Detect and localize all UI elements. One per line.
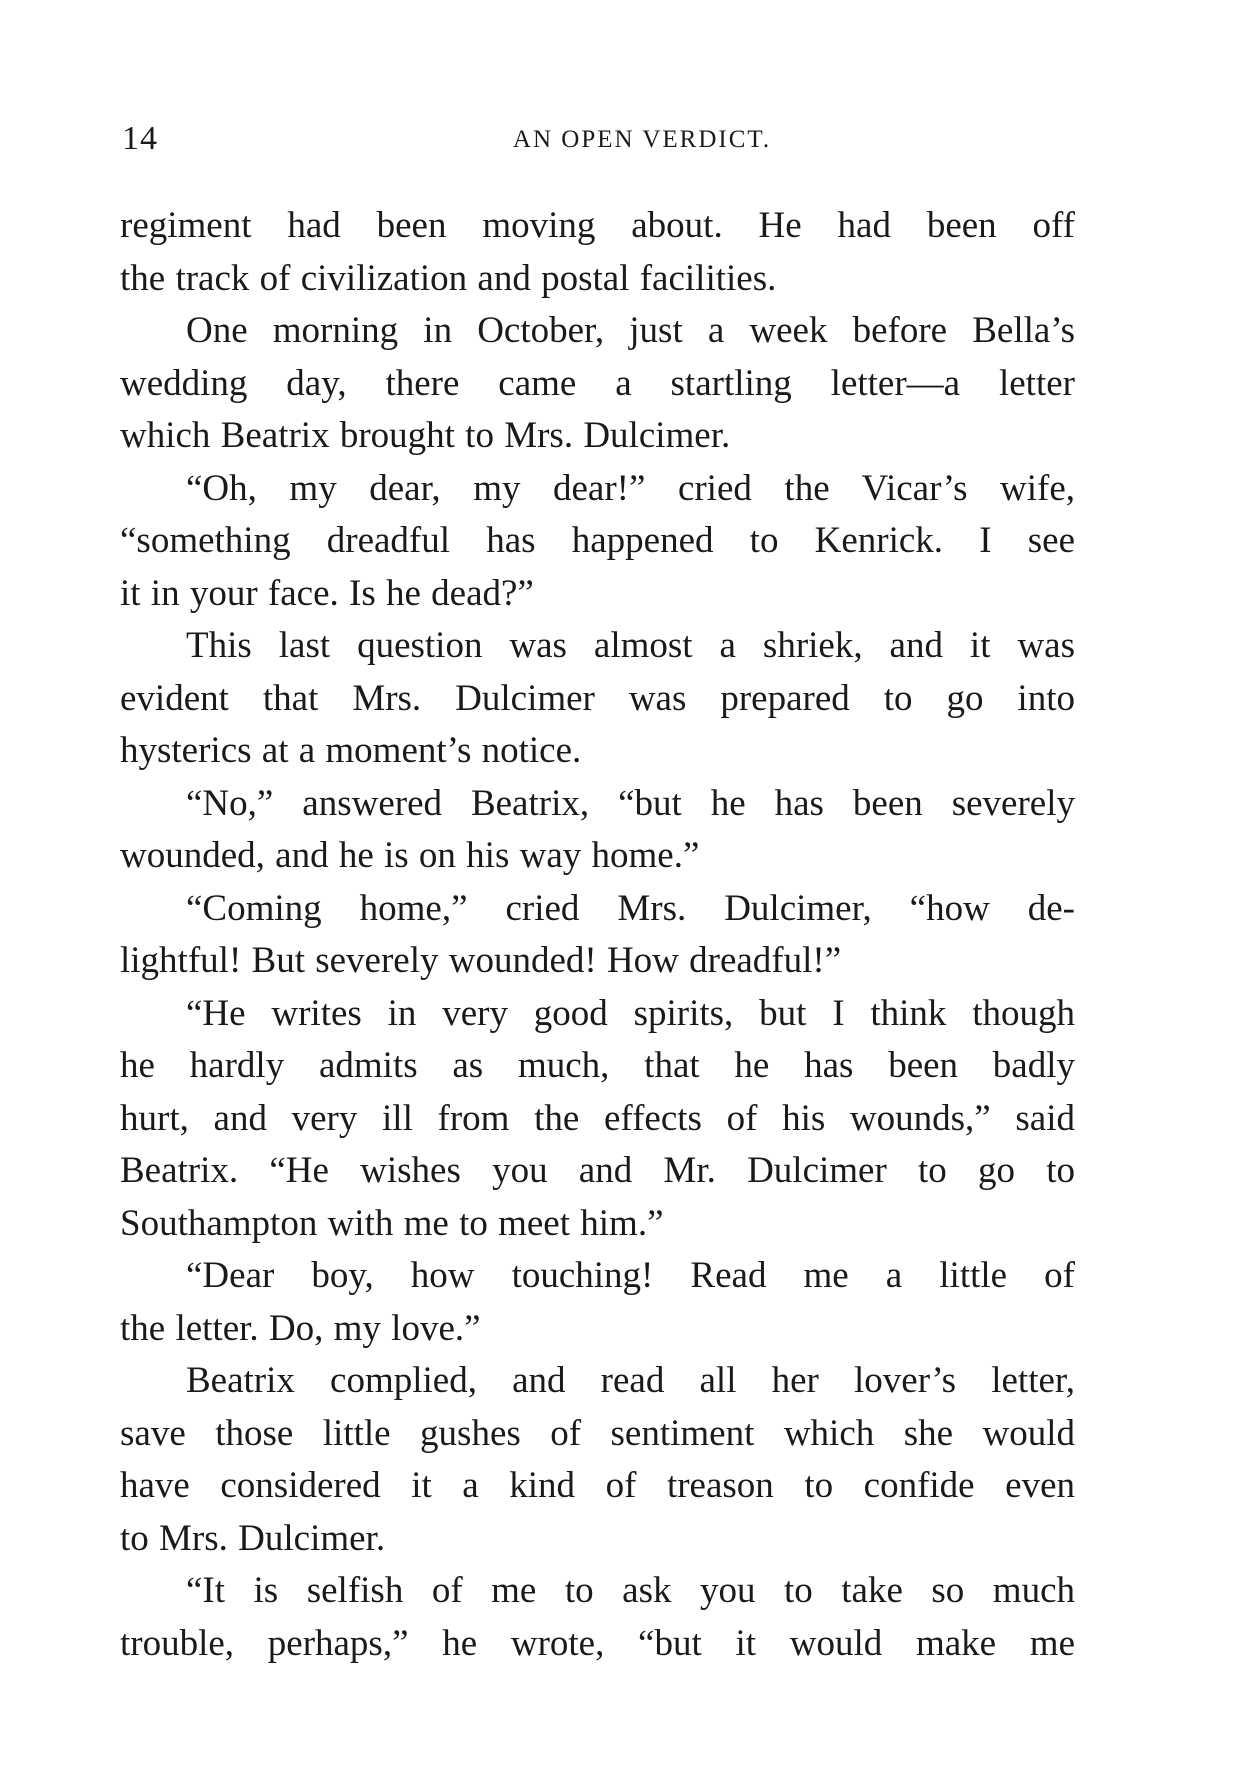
text-line: evident that Mrs. Dulcimer was prepared to go into (120, 677, 1075, 719)
text-line: wedding day, there came a startling letter—a letter (120, 362, 1075, 404)
text-line: hurt, and very ill from the effects of his wounds,” said (120, 1097, 1075, 1139)
text-line: “Oh, my dear, my dear!” cried the Vicar’s wife, (186, 467, 1075, 509)
text-line: “something dreadful has happened to Kenrick. I see (120, 520, 1075, 561)
text-line: hysterics at a moment’s notice. (120, 730, 582, 771)
text-line: This last question was almost a shriek, and it was (186, 625, 1075, 666)
running-head: AN OPEN VERDICT. (512, 126, 772, 153)
text-line: trouble, perhaps,” he wrote, “but it would make me (120, 1622, 1075, 1664)
text-line: “It is selfish of me to ask you to take so much (186, 1570, 1075, 1611)
text-line: he hardly admits as much, that he has been badly (120, 1045, 1075, 1086)
text-line: the letter. Do, my love.” (120, 1307, 481, 1349)
text-line: Southampton with me to meet him.” (120, 1202, 664, 1244)
text-line: regiment had been moving about. He had been off (120, 205, 1075, 246)
body-text (120, 200, 1075, 1670)
text-line: wounded, and he is on his way home.” (120, 835, 700, 876)
text-line: “Dear boy, how touching! Read me a little of (186, 1255, 1075, 1296)
text-line: Beatrix. “He wishes you and Mr. Dulcimer to go to (120, 1150, 1075, 1191)
text-line: which Beatrix brought to Mrs. Dulcimer. (120, 415, 731, 456)
text-line: “He writes in very good spirits, but I think though (186, 992, 1075, 1034)
text-line: One morning in October, just a week before Bella’s (186, 310, 1075, 351)
text-line: “No,” answered Beatrix, “but he has been severely (186, 782, 1075, 824)
text-line: have considered it a kind of treason to confide even (120, 1465, 1075, 1506)
text-line: Beatrix complied, and read all her lover’s letter, (186, 1360, 1075, 1401)
text-line: “Coming home,” cried Mrs. Dulcimer, “how de- (186, 887, 1075, 929)
text-line: the track of civilization and postal facilities. (120, 257, 777, 299)
text-line: to Mrs. Dulcimer. (120, 1517, 386, 1559)
text-line: lightful! But severely wounded! How dreadful!” (120, 940, 842, 981)
page-number: 14 (122, 120, 158, 157)
text-line: it in your face. Is he dead?” (120, 572, 534, 614)
text-line: save those little gushes of sentiment which she would (120, 1412, 1075, 1454)
page-header (122, 120, 1072, 160)
